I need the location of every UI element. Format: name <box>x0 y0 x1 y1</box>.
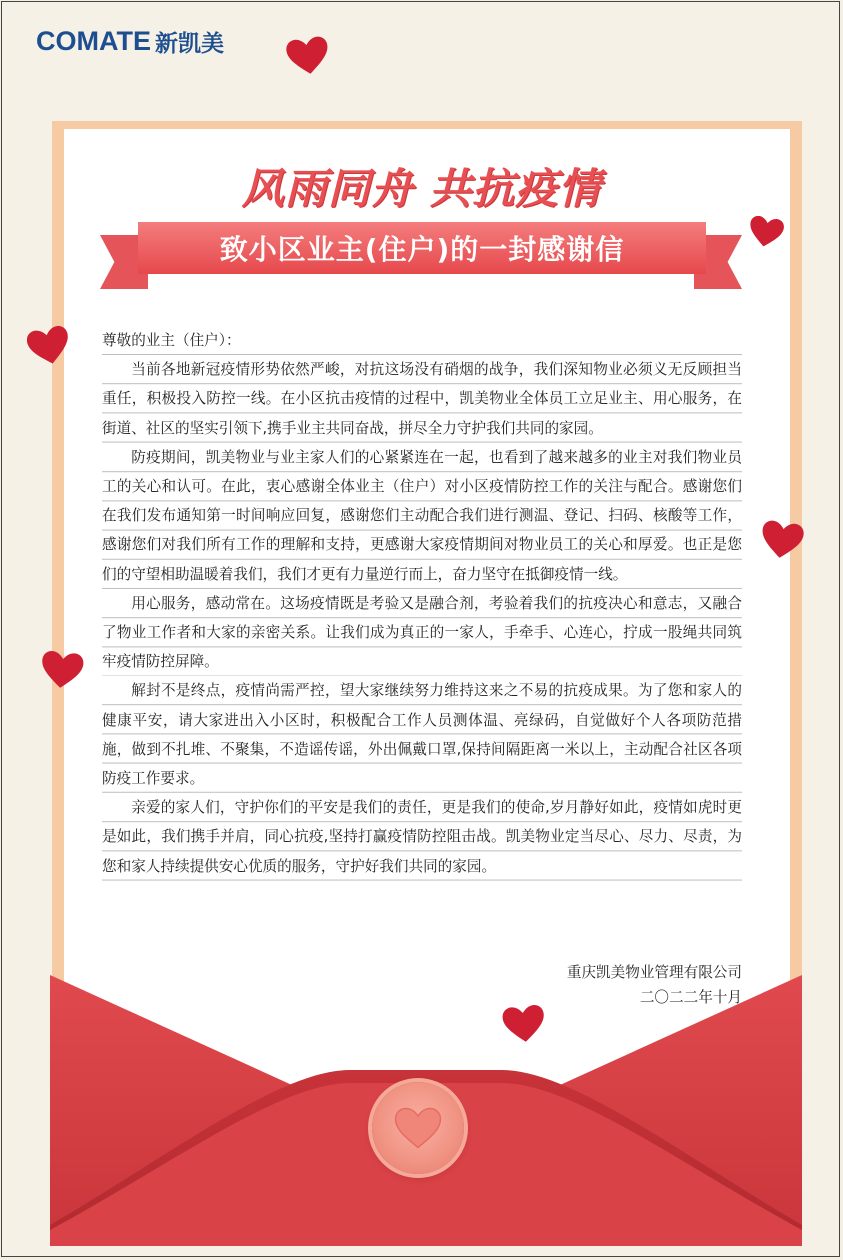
heart-icon <box>40 650 84 690</box>
heart-icon <box>502 1004 546 1044</box>
paragraph: 防疫期间，凯美物业与业主家人们的心紧紧连在一起，也看到了越来越多的业主对我们物业员工的关心和认可。在此，衷心感谢全体业主（住户）对小区疫情防控工作的关注与配合。感谢您们在我们发布通知第一时间响应回复，感谢您们主动配合我们进行测温、登记、扫码、核酸等工作，感谢您们对我们所有工作的理解和支持，更感谢大家疫情期间对物业员工的关心和厚爱。也正是您们的守望相助温暖着我们，我们才更有力量逆行而上，奋力坚守在抵御疫情一线。 <box>102 443 742 589</box>
brand-logo <box>36 26 224 56</box>
heart-icon <box>27 326 71 366</box>
heart-icon <box>748 216 784 248</box>
greeting: 尊敬的业主（住户）： <box>102 326 742 355</box>
signature-company: 重庆凯美物业管理有限公司 <box>566 964 742 981</box>
envelope-seal-heart-icon <box>394 1107 442 1149</box>
headline: 风雨同舟 共抗疫情 <box>241 164 602 213</box>
paragraph: 解封不是终点，疫情尚需严控，望大家继续努力维持这来之不易的抗疫成果。为了您和家人的健康平安，请大家进出入小区时，积极配合工作人员测体温、亮绿码，自觉做好个人各项防范措施，做到不扎堆、不聚集，不造谣传谣，外出佩戴口罩,保持间隔距离一米以上，主动配合社区各项防疫工作要求。 <box>102 676 742 793</box>
paragraph: 亲爱的家人们，守护你们的平安是我们的责任，更是我们的使命,岁月静好如此，疫情如虎时更是如此，我们携手并肩，同心抗疫,坚持打赢疫情防控阻击战。凯美物业定当尽心、尽力、尽责，为您和家人持续提供安心优质的服务，守护好我们共同的家园。 <box>102 793 742 881</box>
logo-text-cn: 新凯美 <box>155 30 224 57</box>
paragraph: 当前各地新冠疫情形势依然严峻，对抗这场没有硝烟的战争，我们深知物业必须义无反顾担当重任，积极投入防控一线。在小区抗击疫情的过程中，凯美物业全体员工立足业主、用心服务，在街道、社区的坚实引领下,携手业主共同奋战，拼尽全力守护我们共同的家园。 <box>102 355 742 443</box>
paragraph: 用心服务，感动常在。这场疫情既是考验又是融合剂，考验着我们的抗疫决心和意志，又融合了物业工作者和大家的亲密关系。让我们成为真正的一家人，手牵手、心连心，拧成一股绳共同筑牢疫情防控屏障。 <box>102 589 742 677</box>
envelope-seal <box>372 1082 464 1174</box>
subtitle-text: 致小区业主(住户)的一封感谢信 <box>219 233 625 266</box>
letter-body <box>102 326 742 881</box>
heart-icon <box>760 520 804 560</box>
heart-icon <box>286 36 330 76</box>
signature-date: 二〇二二年十月 <box>639 989 742 1006</box>
logo-text-en: COMATE <box>36 25 151 56</box>
subtitle-ribbon <box>138 222 706 274</box>
